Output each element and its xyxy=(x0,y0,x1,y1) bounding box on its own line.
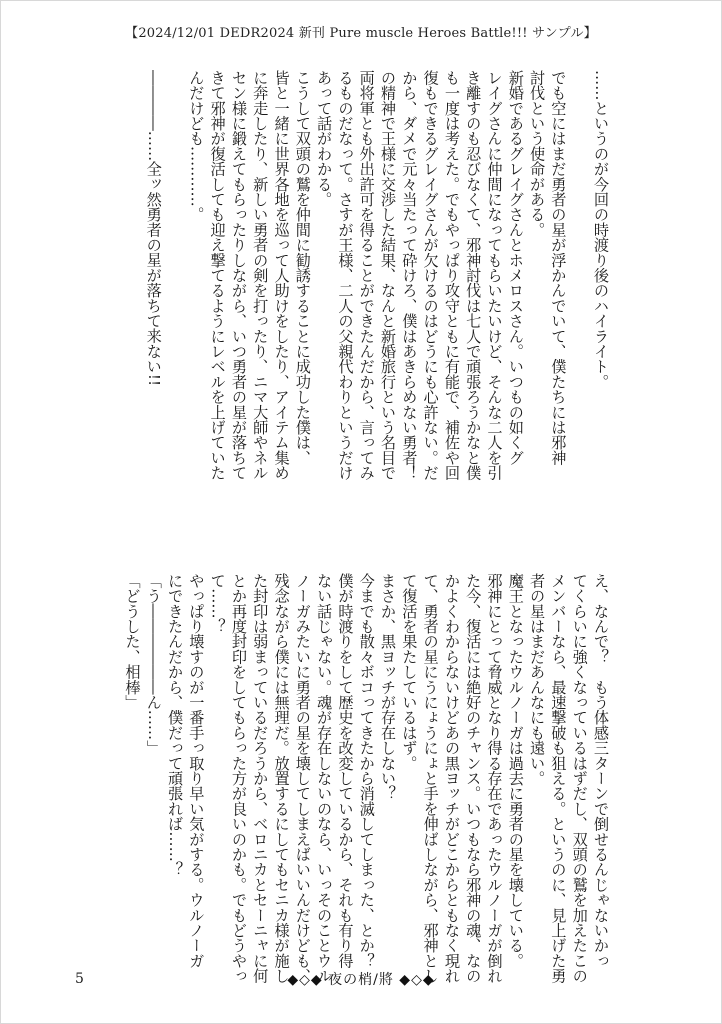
text-column: でも空にはまだ勇者の星が浮かんでいて、僕たちには邪神 xyxy=(549,70,568,466)
text-column: て復活を果たしているはず。 xyxy=(400,573,419,771)
text-column: るものだなって。さすが王様、二人の父親代わりというだけ xyxy=(336,70,355,481)
text-column: て……？ xyxy=(208,573,227,634)
text-column: え、なんで？ もう体感三ターンで倒せるんじゃないかっ xyxy=(592,573,610,969)
text-column: に奔走したり、新しい勇者の剣を打ったり、ニマ大師やネル xyxy=(251,70,270,481)
text-column: てくらいに強くなっているはずだし、双頭の鷲を加えたこの xyxy=(570,573,589,984)
text-column xyxy=(568,70,589,510)
text-column: 皆と一緒に世界各地を巡って人助けをしたり、アイテム集め xyxy=(272,70,291,481)
bottom-text-block xyxy=(121,573,611,984)
text-column: んだけども…………。 xyxy=(187,70,206,222)
top-text-block xyxy=(142,70,611,510)
text-column: とか再度封印をしてもらった方が良いのかも。でもどうやっ xyxy=(229,573,248,984)
text-column: レイグさんに仲間になってもらいたいけど、そんな二人を引 xyxy=(485,70,504,481)
text-column: 両将軍とも外出許可を得ることができたんだから、言ってみ xyxy=(357,70,376,481)
text-column: 残念ながら僕には無理だ。放置するにしてもセニカ様が施し xyxy=(272,573,291,984)
text-column: 新婚であるグレイグさんとホメロスさん。いつもの如くグ xyxy=(506,70,525,466)
text-column: 魔王となったウルノーガは過去に勇者の星を壊している。 xyxy=(506,573,525,969)
text-column: て、勇者の星にうにょうにょと手を伸ばしながら、邪神とし xyxy=(421,573,440,984)
text-column: ない話じゃない。魂が存在しないのなら、いっそのことウル xyxy=(315,573,334,984)
text-column: セン様に鍛えてもらったりしながら、いつ勇者の星が落ちて xyxy=(229,70,248,481)
text-column: 復もできるグレイグさんが欠けるのはどうにも心許ない。だ xyxy=(421,70,440,481)
text-column: まさか、黒ヨッチが存在しない？ xyxy=(379,573,398,801)
text-column: ノーガみたいに勇者の星を壊してしまえばいいんだけども、 xyxy=(293,573,312,984)
footer-title: ◆◇◆ 夜の梢/將 ◆◇◆ xyxy=(287,972,435,988)
text-column: ……というのが今回の時渡り後のハイライト。 xyxy=(592,70,610,390)
text-column: 僕が時渡りをして歴史を改変しているから、それも有り得 xyxy=(336,573,355,969)
text-column: にできたんだから、僕だって頑張れば……？ xyxy=(166,573,185,877)
text-column: た今、復活には絶好のチャンス。いつもなら邪神の魂、なの xyxy=(464,573,483,984)
text-column: 「う――――――ん……」 xyxy=(144,573,163,756)
page-number: 5 xyxy=(75,971,84,987)
text-column: あって話がわかる。 xyxy=(315,70,334,207)
text-column: やっぱり壊すのが一番手っ取り早い気がする。ウルノーガ xyxy=(187,573,206,969)
text-column: きて邪神が復活しても迎え撃てるようにレベルを上げていた xyxy=(208,70,227,481)
text-column: き離すのも忍びなくて、邪神討伐は七人で頑張ろうかなと僕 xyxy=(464,70,483,481)
text-column: から、ダメで元々当たって砕けろ、僕はあきらめない勇者！ xyxy=(400,70,419,481)
text-column: 「どうした、相棒」 xyxy=(123,573,142,710)
text-column: 邪神にとって脅威となり得る存在であったウルノーガが倒れ xyxy=(485,573,504,984)
text-column: メンバーなら、最速撃破も狙える。というのに、見上げた勇 xyxy=(549,573,568,984)
text-column: た封印は弱まっているだろうから、ベロニカとセーニャに何 xyxy=(251,573,270,984)
text-column: 討伐という使命がある。 xyxy=(528,70,547,238)
page-header: 【2024/12/01 DEDR2024 新刊 Pure muscle Heroes Battle!!! サンプル】 xyxy=(125,26,597,41)
text-column: 者の星はまだあんなにも遠い。 xyxy=(528,573,547,786)
text-column: の精神で王様に交渉した結果、なんと新婚旅行という名目で xyxy=(379,70,398,481)
text-column: こうして双頭の鷲を仲間に勧誘することに成功した僕は、 xyxy=(293,70,312,466)
text-column: かよくわからないけどあの黒ヨッチがどこからともなく現れ xyxy=(442,573,461,984)
text-column: も一度は考えた。でもやっぱり攻守ともに有能で、補佐や回 xyxy=(442,70,461,481)
text-column: ――――……全ッ然勇者の星が落ちて来ない!! xyxy=(144,70,163,387)
text-column: 今までも散々ボコってきたから消滅してしまった、とか？ xyxy=(357,573,376,969)
text-column xyxy=(164,70,185,510)
